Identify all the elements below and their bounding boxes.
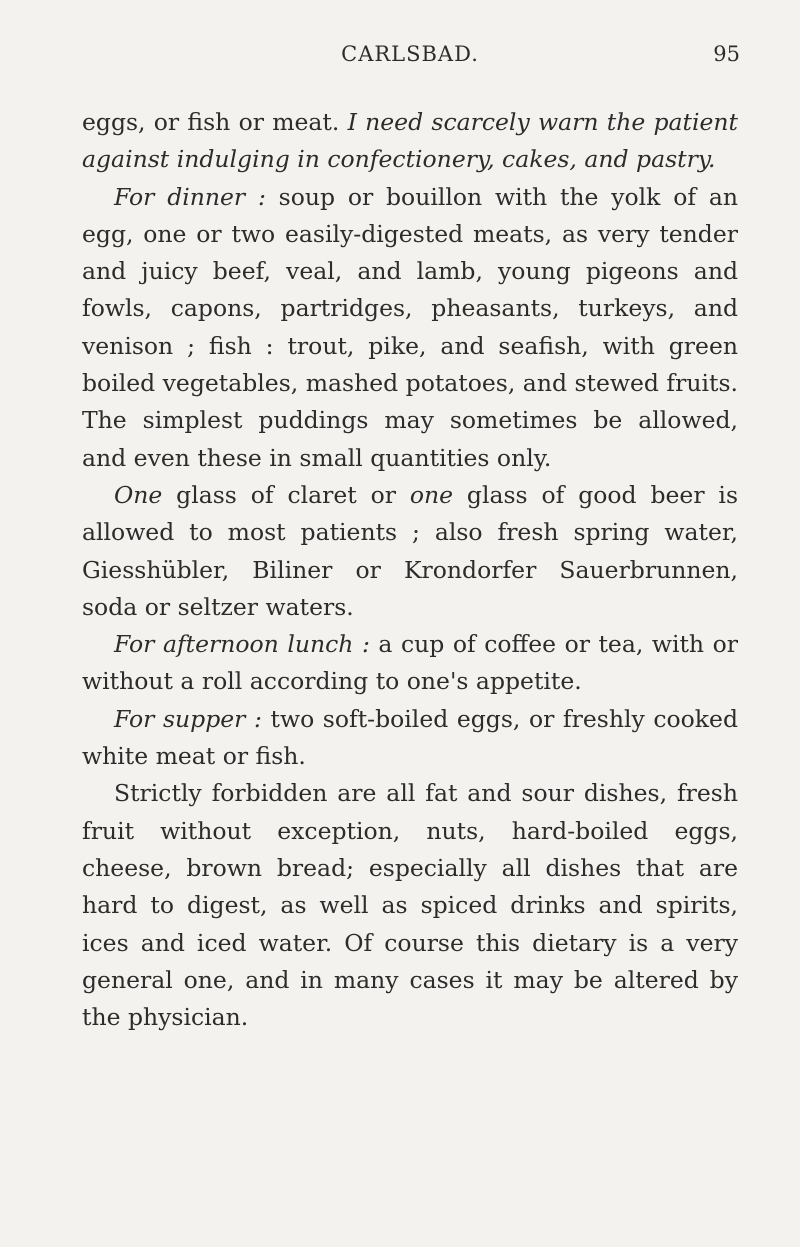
text-run: glass of good beer is allowed to most patients ; also fresh spring water, Giesshübler, Biliner or Krondorfer Sauerbrunnen, soda or seltzer waters. bbox=[82, 480, 738, 621]
page-number: 95 bbox=[713, 42, 740, 66]
paragraph-supper bbox=[82, 701, 738, 776]
italic-text-run: For supper : bbox=[114, 704, 262, 733]
paragraph-forbidden bbox=[82, 775, 738, 1036]
running-head bbox=[80, 38, 740, 74]
italic-text-run: For dinner : bbox=[114, 182, 266, 211]
paragraph-afternoon-lunch bbox=[82, 626, 738, 701]
text-run: soup or bouillon with the yolk of an egg, one or two easily-digested meats, as very tender and juicy beef, veal, and lamb, young pigeons and fowls, capons, partridges, pheasants, turkeys, and venison ; fish : trout, pike, and seafish, with green boiled vegetables, mashed potatoes, and stewed fruits. The simplest puddings may sometimes be allowed, and even these in small quantities only. bbox=[82, 182, 738, 472]
text-run: Strictly forbidden are all fat and sour dishes, fresh fruit without exception, nuts, hard-boiled eggs, cheese, brown bread; especially all dishes that are hard to digest, as well as spiced drinks and spirits, ices and iced water. Of course this dietary is a very general one, and in many cases it may be altered by the physician. bbox=[82, 779, 738, 1032]
italic-text-run: One bbox=[114, 480, 163, 509]
body-text bbox=[82, 104, 738, 1036]
italic-text-run: one bbox=[409, 480, 454, 509]
italic-text-run: I need scarcely warn the patient against indulging in confectionery, cakes, and pastry. bbox=[82, 108, 738, 174]
italic-text-run: For afternoon lunch : bbox=[114, 630, 370, 659]
text-run: eggs, or fish or meat. bbox=[82, 108, 348, 136]
text-run: two soft-boiled eggs, or freshly cooked white meat or fish. bbox=[82, 704, 738, 771]
text-run: glass of claret or bbox=[162, 480, 410, 509]
text-run: a cup of coffee or tea, with or without a roll according to one's appetite. bbox=[82, 630, 738, 696]
paragraph-dinner bbox=[82, 179, 738, 477]
running-title: CARLSBAD. bbox=[341, 42, 479, 66]
paragraph-continuation bbox=[82, 104, 738, 179]
paragraph-drinks bbox=[82, 477, 738, 626]
